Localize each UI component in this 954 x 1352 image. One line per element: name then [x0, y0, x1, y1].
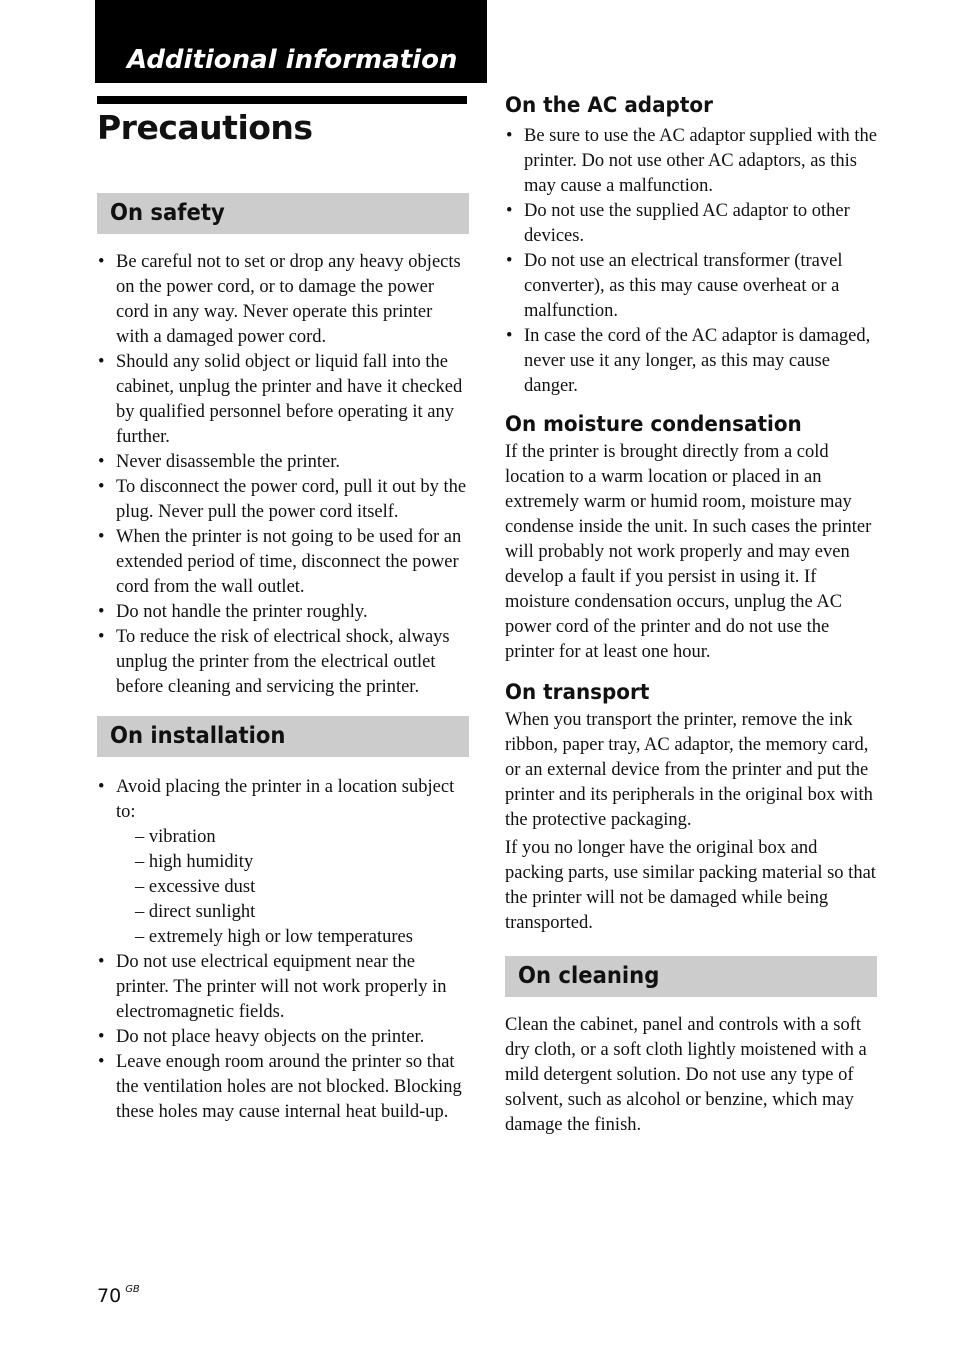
list-item: • When the printer is not going to be used for an extended period of time, disconnect the power cord from the wall outlet.	[97, 525, 469, 600]
list-item: • Do not handle the printer roughly.	[97, 600, 469, 625]
on-cleaning-text: Clean the cabinet, panel and controls with a soft dry cloth, or a soft cloth lightly moistened with a mild detergent solution. Do not use any type of solvent, such as alcohol or benzine, which may damage the finish.	[505, 1015, 867, 1135]
sub-list-item: – high humidity	[135, 852, 254, 872]
left-column	[97, 193, 469, 1125]
on-safety-list	[97, 250, 469, 700]
on-cleaning-heading: On cleaning	[505, 956, 877, 997]
on-installation-list	[97, 775, 469, 1125]
on-transport-text: When you transport the printer, remove the ink ribbon, paper tray, AC adaptor, the memory card, or an external device from the printer and put the printer and its peripherals in the original box with the protective packaging.	[505, 710, 873, 830]
on-moisture-heading: On moisture condensation	[505, 412, 802, 436]
sub-list-item: – extremely high or low temperatures	[135, 927, 413, 947]
list-item	[97, 775, 469, 950]
list-item: • To disconnect the power cord, pull it out by the plug. Never pull the power cord itself.	[97, 475, 469, 525]
page-number-value: 70	[97, 1285, 122, 1307]
on-installation-heading: On installation	[97, 716, 469, 757]
sub-list-item: – direct sunlight	[135, 902, 256, 922]
list-item: • Be sure to use the AC adaptor supplied with the printer. Do not use other AC adaptors, as this may cause a malfunction.	[505, 124, 877, 199]
list-item: • To reduce the risk of electrical shock, always unplug the printer from the electrical outlet before cleaning and servicing the printer.	[97, 625, 469, 700]
list-item: • Do not use the supplied AC adaptor to other devices.	[505, 199, 877, 249]
right-column	[505, 90, 877, 1138]
title-rule	[97, 96, 467, 104]
list-item: • Do not use electrical equipment near the printer. The printer will not work properly in electromagnetic fields.	[97, 950, 469, 1025]
list-item: • In case the cord of the AC adaptor is damaged, never use it any longer, as this may cause danger.	[505, 324, 877, 399]
location-conditions-list	[116, 825, 469, 950]
on-ac-adaptor-list	[505, 124, 877, 399]
list-item: • Leave enough room around the printer so that the ventilation holes are not blocked. Blocking these holes may cause internal heat build-up.	[97, 1050, 469, 1125]
list-item: • Should any solid object or liquid fall into the cabinet, unplug the printer and have it checked by qualified personnel before operating it any further.	[97, 350, 469, 450]
sub-list-item: – excessive dust	[135, 877, 256, 897]
on-transport-heading: On transport	[505, 680, 650, 704]
list-item: • Do not place heavy objects on the printer.	[97, 1025, 469, 1050]
on-safety-heading: On safety	[97, 193, 469, 234]
page-region-code: GB	[125, 1284, 140, 1295]
list-item: • Be careful not to set or drop any heavy objects on the power cord, or to damage the power cord in any way. Never operate this printer with a damaged power cord.	[97, 250, 469, 350]
sub-list-item: – vibration	[135, 827, 216, 847]
page-title: Precautions	[97, 108, 313, 147]
section-header-block	[95, 0, 487, 83]
on-moisture-text: If the printer is brought directly from a cold location to a warm location or placed in an extremely warm or humid room, moisture may condense inside the unit. In such cases the printer will probably not work properly and may even develop a fault if you persist in using it. If moisture condensation occurs, unplug the AC power cord of the printer and do not use the printer for at least one hour.	[505, 442, 872, 662]
page-number	[97, 1277, 140, 1309]
list-item: • Never disassemble the printer.	[97, 450, 469, 475]
on-transport-text-2: If you no longer have the original box and packing parts, use similar packing material so that the printer will not be damaged while being transported.	[505, 838, 876, 933]
section-header-title: Additional information	[127, 45, 458, 75]
on-ac-adaptor-heading: On the AC adaptor	[505, 93, 713, 117]
list-item: • Do not use an electrical transformer (travel converter), as this may cause overheat or a malfunction.	[505, 249, 877, 324]
list-item-text: Avoid placing the printer in a location subject to:	[116, 777, 455, 822]
